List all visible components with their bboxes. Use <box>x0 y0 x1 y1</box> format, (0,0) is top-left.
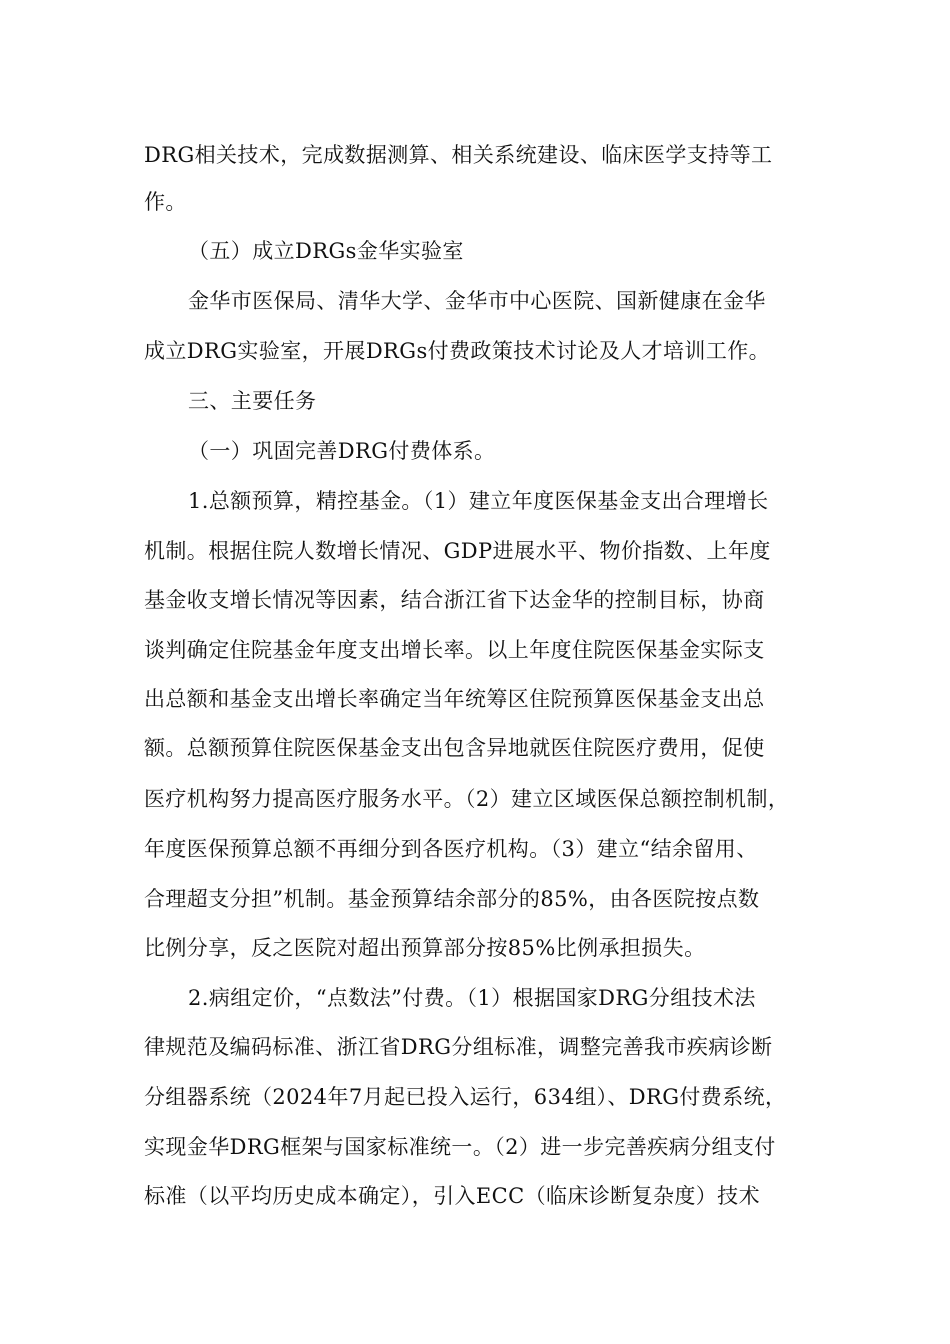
text-line: 分组器系统（2024年7月起已投入运行，634组）、DRG付费系统， <box>144 1085 787 1109</box>
text-line: 标准（以平均历史成本确定），引入ECC（临床诊断复杂度）技术 <box>144 1184 760 1208</box>
text-line: 年度医保预算总额不再细分到各医疗机构。（3）建立“结余留用、 <box>144 837 758 861</box>
text-line: 出总额和基金支出增长率确定当年统筹区住院预算医保基金支出总 <box>144 687 765 711</box>
section-heading: 三、主要任务 <box>188 389 317 413</box>
text-line: 额。总额预算住院医保基金支出包含异地就医住院医疗费用，促使 <box>144 736 765 760</box>
text-line: 医疗机构努力提高医疗服务水平。（2）建立区域医保总额控制机制， <box>144 787 790 811</box>
text-line: 基金收支增长情况等因素，结合浙江省下达金华的控制目标，协商 <box>144 588 765 612</box>
text-line: 比例分享，反之医院对超出预算部分按85%比例承担损失。 <box>144 936 706 960</box>
text-line: 合理超支分担”机制。基金预算结余部分的85%，由各医院按点数 <box>144 887 760 911</box>
section-heading: （一）巩固完善DRG付费体系。 <box>188 439 496 463</box>
text-line: 1.总额预算，精控基金。（1）建立年度医保基金支出合理增长 <box>188 489 769 513</box>
text-line: DRG相关技术，完成数据测算、相关系统建设、临床医学支持等工 <box>144 143 773 167</box>
section-heading: （五）成立DRGs金华实验室 <box>188 239 464 263</box>
text-line: 金华市医保局、清华大学、金华市中心医院、国新健康在金华 <box>188 289 766 313</box>
text-line: 成立DRG实验室，开展DRGs付费政策技术讨论及人才培训工作。 <box>144 339 771 363</box>
text-line: 作。 <box>144 190 187 214</box>
text-line: 律规范及编码标准、浙江省DRG分组标准，调整完善我市疾病诊断 <box>144 1035 773 1059</box>
text-line: 2.病组定价，“点数法”付费。（1）根据国家DRG分组技术法 <box>188 986 756 1010</box>
text-line: 实现金华DRG框架与国家标准统一。（2）进一步完善疾病分组支付 <box>144 1135 776 1159</box>
text-line: 机制。根据住院人数增长情况、GDP进展水平、物价指数、上年度 <box>144 539 771 563</box>
text-line: 谈判确定住院基金年度支出增长率。以上年度住院医保基金实际支 <box>144 638 765 662</box>
